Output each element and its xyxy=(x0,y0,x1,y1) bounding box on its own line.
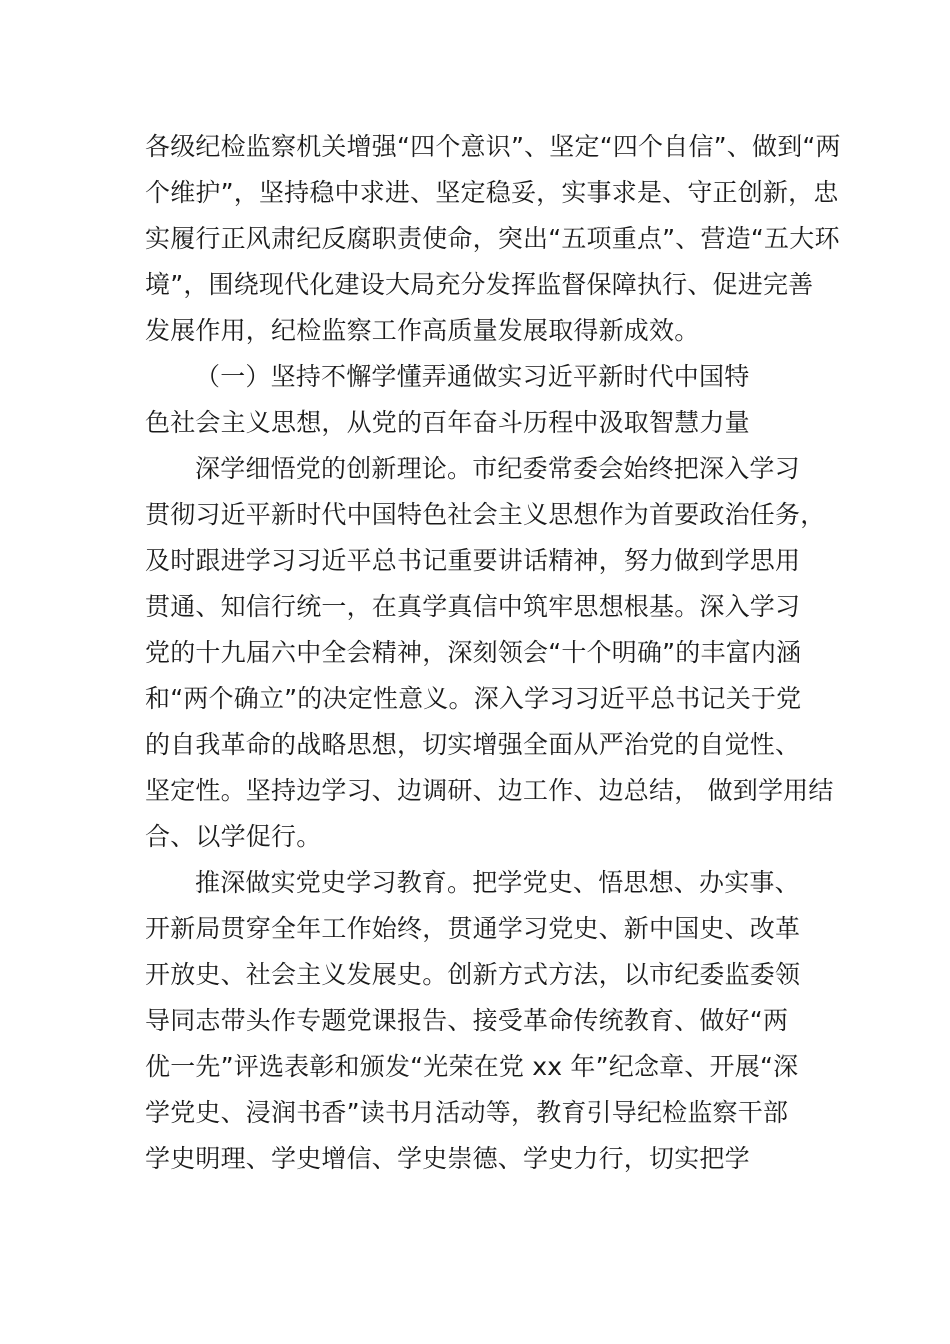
text-line: 和“两个确立”的决定性意义。深入学习习近平总书记关于党 xyxy=(145,684,802,713)
text-line: 学史明理、学史增信、学史崇德、学史力行，切实把学 xyxy=(145,1144,750,1173)
text-line: 推深做实党史学习教育。把学党史、悟思想、办实事、 xyxy=(195,868,800,897)
text-line: 境”，围绕现代化建设大局充分发挥监督保障执行、促进完善 xyxy=(145,270,814,299)
document-body xyxy=(145,124,841,1182)
text-line: 的自我革命的战略思想，切实增强全面从严治党的自觉性、 xyxy=(145,730,801,759)
paragraph-party-history xyxy=(145,860,825,1182)
text-line: 导同志带头作专题党课报告、接受革命传统教育、做好“两 xyxy=(145,1006,789,1035)
text-line: 及时跟进学习习近平总书记重要讲话精神，努力做到学思用 xyxy=(145,546,801,575)
text-line: 各级纪检监察机关增强“四个意识”、坚定“四个自信”、做到“两 xyxy=(145,132,841,161)
text-line: 优一先”评选表彰和颁发“光荣在党 xx 年”纪念章、开展“深 xyxy=(145,1052,799,1081)
text-line: 贯通、知信行统一，在真学真信中筑牢思想根基。深入学习 xyxy=(145,592,801,621)
text-line: 党的十九届六中全会精神，深刻领会“十个明确”的丰富内涵 xyxy=(145,638,802,667)
text-line: 深学细悟党的创新理论。市纪委常委会始终把深入学习 xyxy=(195,454,800,483)
text-line: 开放史、社会主义发展史。创新方式方法，以市纪委监委领 xyxy=(145,960,801,989)
heading-line: 色社会主义思想，从党的百年奋斗历程中汲取智慧力量 xyxy=(145,408,750,437)
text-line: 学党史、浸润书香”读书月活动等，教育引导纪检监察干部 xyxy=(145,1098,789,1127)
paragraph-theory-study xyxy=(145,446,834,860)
text-line: 坚定性。坚持边学习、边调研、边工作、边总结， 做到学用结 xyxy=(145,776,834,805)
paragraph-intro xyxy=(145,124,841,354)
text-line: 合、以学促行。 xyxy=(145,822,322,851)
text-line: 发展作用，纪检监察工作高质量发展取得新成效。 xyxy=(145,316,700,345)
text-line: 实履行正风肃纪反腐职责使命，突出“五项重点”、营造“五大环 xyxy=(145,224,840,253)
section-heading xyxy=(145,354,825,446)
text-line: 贯彻习近平新时代中国特色社会主义思想作为首要政治任务， xyxy=(145,500,826,529)
text-line: 个维护”，坚持稳中求进、坚定稳妥，实事求是、守正创新，忠 xyxy=(145,178,839,207)
text-line: 开新局贯穿全年工作始终，贯通学习党史、新中国史、改革 xyxy=(145,914,801,943)
heading-line: （一）坚持不懈学懂弄通做实习近平新时代中国特 xyxy=(195,362,750,391)
